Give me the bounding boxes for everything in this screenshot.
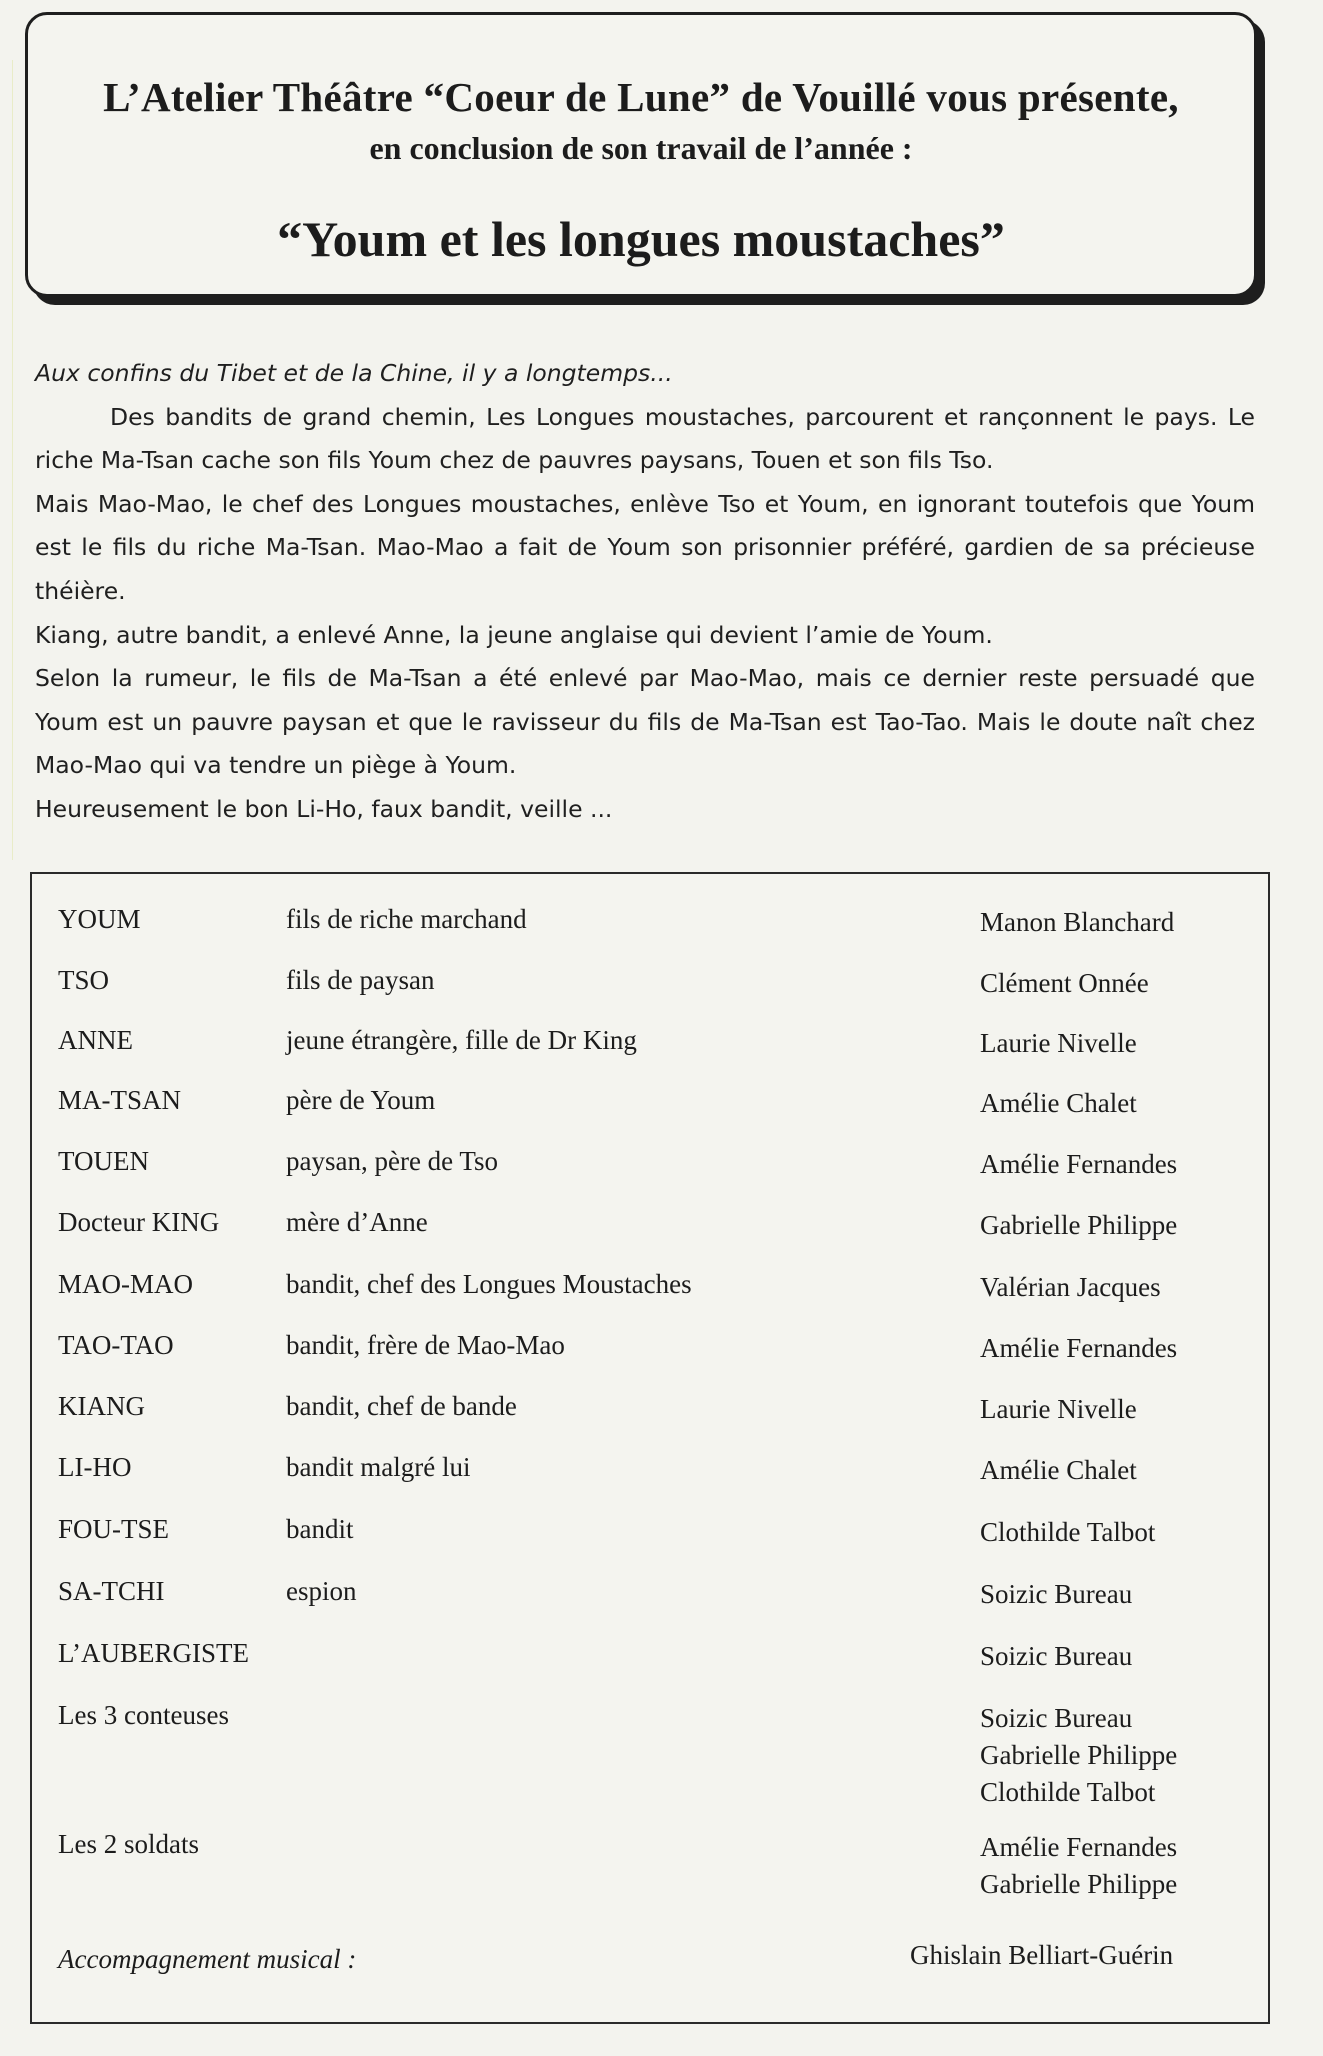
cast-description: bandit, frère de Mao-Mao bbox=[286, 1330, 565, 1360]
cast-actor: Clément Onnée bbox=[980, 968, 1149, 998]
cast-actor: Soizic Bureau bbox=[980, 1579, 1133, 1609]
cast-actor: Amélie Fernandes Gabrielle Philippe bbox=[980, 1832, 1178, 1899]
cast-role: TSO bbox=[58, 965, 110, 995]
synopsis-paragraph: Mais Mao-Mao, le chef des Longues moustaches, enlève Tso et Youm, en ignorant toutefois que Youm est le fils du riche Ma-Tsan. Mao-Mao a fait de Youm son prisonnier préféré, gardien de sa précieuse théière. bbox=[35, 489, 1255, 605]
cast-description: bandit bbox=[286, 1514, 354, 1544]
cast-role: SA-TCHI bbox=[58, 1576, 165, 1606]
margin-marks bbox=[0, 60, 13, 860]
header-line2: en conclusion de son travail de l’année : bbox=[369, 130, 913, 166]
cast-role: Docteur KING bbox=[58, 1207, 220, 1237]
cast-actor: Valérian Jacques bbox=[980, 1272, 1161, 1302]
cast-actor: Amélie Fernandes bbox=[980, 1149, 1178, 1179]
cast-description: fils de riche marchand bbox=[286, 904, 527, 934]
synopsis-paragraph: Selon la rumeur, le fils de Ma-Tsan a été enlevé par Mao-Mao, mais ce dernier reste persuadé que Youm est un pauvre paysan et que le ravisseur du fils de Ma-Tsan est Tao-Tao. Mais le doute naît chez Mao-Mao qui va tendre un piège à Youm. bbox=[35, 664, 1255, 780]
synopsis-intro: Aux confins du Tibet et de la Chine, il y a longtemps... bbox=[35, 359, 673, 387]
cast-description: bandit malgré lui bbox=[286, 1452, 471, 1482]
synopsis-paragraph: Kiang, autre bandit, a enlevé Anne, la jeune anglaise qui devient l’amie de Youm. bbox=[35, 620, 993, 649]
cast-role: MAO-MAO bbox=[58, 1269, 193, 1299]
music-label: Accompagnement musical : bbox=[58, 1944, 357, 1974]
header-line1: L’Atelier Théâtre “Coeur de Lune” de Vouillé vous présente, bbox=[103, 74, 1179, 120]
cast-role: TAO-TAO bbox=[58, 1330, 174, 1360]
cast-actor: Clothilde Talbot bbox=[980, 1517, 1156, 1547]
cast-actor: Laurie Nivelle bbox=[980, 1394, 1137, 1424]
cast-role: MA-TSAN bbox=[58, 1085, 182, 1115]
cast-role: Les 2 soldats bbox=[58, 1829, 199, 1859]
cast-role: FOU-TSE bbox=[58, 1514, 170, 1544]
synopsis bbox=[35, 352, 1255, 832]
cast-list bbox=[30, 872, 1270, 2024]
cast-description: bandit, chef de bande bbox=[286, 1391, 517, 1421]
synopsis-paragraph: Des bandits de grand chemin, Les Longues moustaches, parcourent et rançonnent le pays. Le riche Ma-Tsan cache son fils Youm chez de pauvres paysans, Touen et son fils Tso. bbox=[35, 402, 1255, 475]
cast-role: YOUM bbox=[58, 904, 141, 934]
cast-description: père de Youm bbox=[286, 1085, 436, 1115]
cast-actor: Amélie Fernandes bbox=[980, 1333, 1178, 1363]
cast-actor: Laurie Nivelle bbox=[980, 1028, 1137, 1058]
cast-role: ANNE bbox=[58, 1025, 133, 1055]
cast-role: L’AUBERGISTE bbox=[58, 1638, 250, 1668]
header-box bbox=[25, 12, 1257, 297]
cast-actor: Gabrielle Philippe bbox=[980, 1210, 1178, 1240]
cast-description: paysan, père de Tso bbox=[286, 1146, 499, 1176]
play-title: “Youm et les longues moustaches” bbox=[277, 211, 1005, 267]
cast-role: TOUEN bbox=[58, 1146, 149, 1176]
cast-role: LI-HO bbox=[58, 1452, 132, 1482]
cast-role: KIANG bbox=[58, 1391, 145, 1421]
cast-description: mère d’Anne bbox=[286, 1207, 428, 1237]
cast-description: bandit, chef des Longues Moustaches bbox=[286, 1269, 692, 1299]
cast-description: fils de paysan bbox=[286, 965, 435, 995]
cast-actor: Soizic Bureau Gabrielle Philippe Clothilde Talbot bbox=[980, 1703, 1178, 1807]
music-actor: Ghislain Belliart-Guérin bbox=[910, 1940, 1174, 1970]
cast-role: Les 3 conteuses bbox=[58, 1700, 229, 1730]
cast-actor: Manon Blanchard bbox=[980, 907, 1175, 937]
cast-actor: Soizic Bureau bbox=[980, 1641, 1133, 1671]
cast-actor: Amélie Chalet bbox=[980, 1455, 1137, 1485]
cast-actor: Amélie Chalet bbox=[980, 1088, 1137, 1118]
synopsis-paragraph: Heureusement le bon Li-Ho, faux bandit, veille ... bbox=[35, 794, 613, 823]
cast-description: jeune étrangère, fille de Dr King bbox=[286, 1025, 637, 1055]
cast-description: espion bbox=[286, 1576, 357, 1606]
